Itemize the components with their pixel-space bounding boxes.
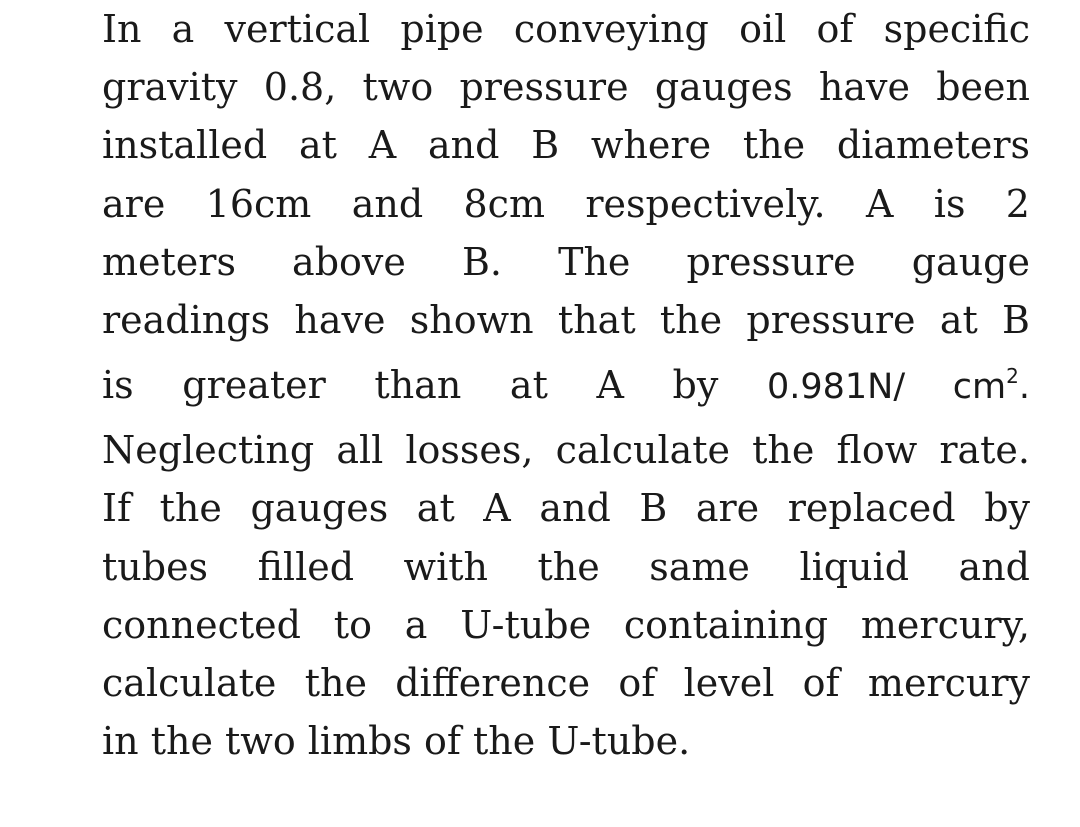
pressure-formula (766, 364, 1030, 408)
text-line: gravity 0.8, two pressure gauges have been (102, 65, 1030, 110)
text-line: meters above B. The pressure gauge (102, 239, 1030, 284)
formula-exponent: 2 (1006, 364, 1019, 389)
text-line: connected to a U-tube containing mercury, (102, 602, 1030, 647)
text-line: readings have shown that the pressure at B (102, 297, 1030, 342)
problem-text (102, 0, 1030, 770)
text-line: calculate the difference of level of mercury (102, 660, 1030, 705)
text-line: In a vertical pipe conveying oil of specific (102, 7, 1030, 51)
text-fragment: is greater than at A by (102, 363, 719, 408)
text-line: Neglecting all losses, calculate the flow rate. (102, 428, 1030, 473)
text-line: are 16cm and 8cm respectively. A is 2 (102, 181, 1030, 226)
text-line-with-formula (102, 349, 1030, 421)
text-line: in the two limbs of the U-tube. (102, 719, 691, 764)
text-line: If the gauges at A and B are replaced by (102, 486, 1030, 531)
text-line: tubes filled with the same liquid and (102, 544, 1030, 589)
formula-period: . (1018, 367, 1030, 408)
text-line: installed at A and B where the diameters (102, 123, 1030, 168)
formula-base: 0.981N/ cm (766, 367, 1007, 408)
